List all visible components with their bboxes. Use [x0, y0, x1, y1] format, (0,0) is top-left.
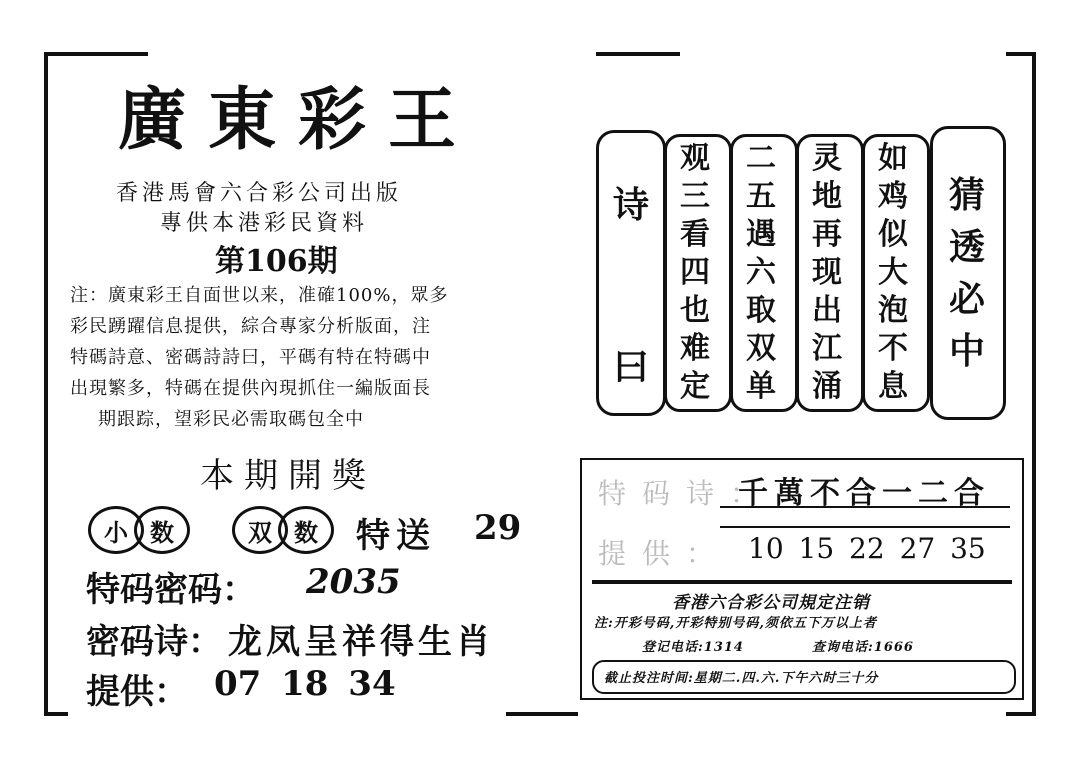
subtitle: 專供本港彩民資料 [160, 211, 369, 236]
right-provide-label: 提供： [598, 537, 731, 570]
notice-title: 香港六合彩公司規定注销 [672, 593, 870, 613]
poem-cap-top: 诗 [613, 184, 650, 226]
poem-column-4 [878, 140, 908, 406]
poem-char: 二 [746, 141, 776, 176]
right-cap-char: 透 [949, 226, 986, 268]
issue-number: 106 [245, 244, 308, 279]
note-paragraph [70, 280, 540, 435]
frame-mid-bottom [506, 712, 578, 716]
poem-char: 灵 [812, 141, 842, 176]
poem-char: 泡 [878, 293, 908, 328]
poem-char: 如 [878, 141, 908, 176]
poem-right-cap [930, 126, 1006, 420]
poem-char: 地 [812, 179, 842, 214]
issue-prefix: 第 [215, 244, 245, 279]
poem-char: 大 [878, 255, 908, 290]
poem-char: 涌 [812, 369, 842, 404]
frame-left-bottom [44, 712, 68, 716]
frame-left-side [44, 52, 48, 716]
note-line: 期跟踪，望彩民必需取碼包全中 [98, 409, 364, 430]
code-value: 2035 [306, 562, 401, 602]
info-box [580, 458, 1024, 700]
poem-char: 不 [878, 331, 908, 366]
poem-char: 看 [680, 217, 710, 252]
badge-small-2: 数 [134, 506, 190, 554]
poem-char: 双 [746, 331, 776, 366]
publisher-line: 香港馬會六合彩公司出版 [116, 181, 403, 206]
badge-small-1: 小 [88, 506, 144, 554]
notice-phone: 登记电话:1314 [642, 640, 744, 655]
poem-char: 四 [680, 255, 710, 290]
issue-suffix: 期 [307, 244, 338, 279]
poem-right-cap-text [949, 169, 985, 377]
poem-value: 龙凤呈祥得生肖 [228, 622, 494, 662]
frame-mid-top [596, 52, 680, 56]
notice-line-1: 注:开彩号码,开彩特别号码,须依五下万以上者 [594, 616, 877, 631]
page-title: 廣東彩王 [118, 80, 479, 160]
poem-column-3 [812, 140, 842, 406]
note-line: 特碼詩意、密碼詩詩曰，平碼有特在特碼中 [70, 347, 431, 368]
poem-char: 定 [680, 369, 710, 404]
poem-char: 六 [746, 255, 776, 290]
poem-char: 息 [878, 369, 908, 404]
right-cap-char: 中 [949, 330, 986, 372]
issue-label [215, 236, 338, 280]
code-label: 特码密码： [86, 570, 256, 610]
poem-char: 单 [746, 369, 776, 404]
badge-even-2: 数 [278, 506, 334, 554]
poem-char: 难 [680, 331, 710, 366]
poem-char: 现 [812, 255, 842, 290]
poem-char: 也 [680, 293, 710, 328]
poem-char: 鸡 [878, 179, 908, 214]
poem-char: 三 [680, 179, 710, 214]
poem-left-cap [596, 130, 666, 416]
poem-char: 观 [680, 141, 710, 176]
right-cap-char: 猜 [949, 174, 986, 216]
frame-right-bottom [1006, 712, 1036, 716]
poem-char: 取 [746, 293, 776, 328]
poem-char: 出 [812, 293, 842, 328]
special-poem-label: 特码诗： [598, 477, 775, 510]
notice-deadline: 截止投注时间:星期二.四.六.下午六时三十分 [604, 671, 879, 686]
poem-column-1 [680, 140, 710, 406]
frame-right-side [1032, 52, 1036, 716]
note-line: 注：廣東彩王自面世以来，准確100%，眾多 [70, 285, 449, 306]
frame-left-top [44, 52, 148, 56]
special-label: 特送 [356, 516, 436, 556]
badge-even-1: 双 [232, 506, 288, 554]
note-line: 彩民踴躍信息提供，綜合專家分析版面，注 [70, 316, 431, 337]
poem-column-2 [746, 140, 776, 406]
poem-char: 再 [812, 217, 842, 252]
poem-char: 五 [746, 179, 776, 214]
notice-query: 查询电话:1666 [812, 640, 914, 655]
poem-label: 密码诗： [86, 622, 222, 662]
poem-cap-bottom: 曰 [613, 346, 650, 388]
poem-char: 江 [812, 331, 842, 366]
note-line: 出現繁多，特碼在提供內現抓住一編版面長 [70, 378, 431, 399]
right-provide-value: 10 15 22 27 35 [748, 532, 986, 565]
right-cap-char: 必 [949, 278, 986, 320]
special-poem-value: 千萬不合一二合 [738, 476, 990, 511]
poem-char: 似 [878, 217, 908, 252]
poem-char: 遇 [746, 217, 776, 252]
provide-values: 07 18 34 [214, 664, 396, 704]
special-value: 29 [474, 508, 522, 548]
provide-label: 提供： [86, 672, 188, 712]
draw-title: 本期開獎 [200, 456, 376, 496]
